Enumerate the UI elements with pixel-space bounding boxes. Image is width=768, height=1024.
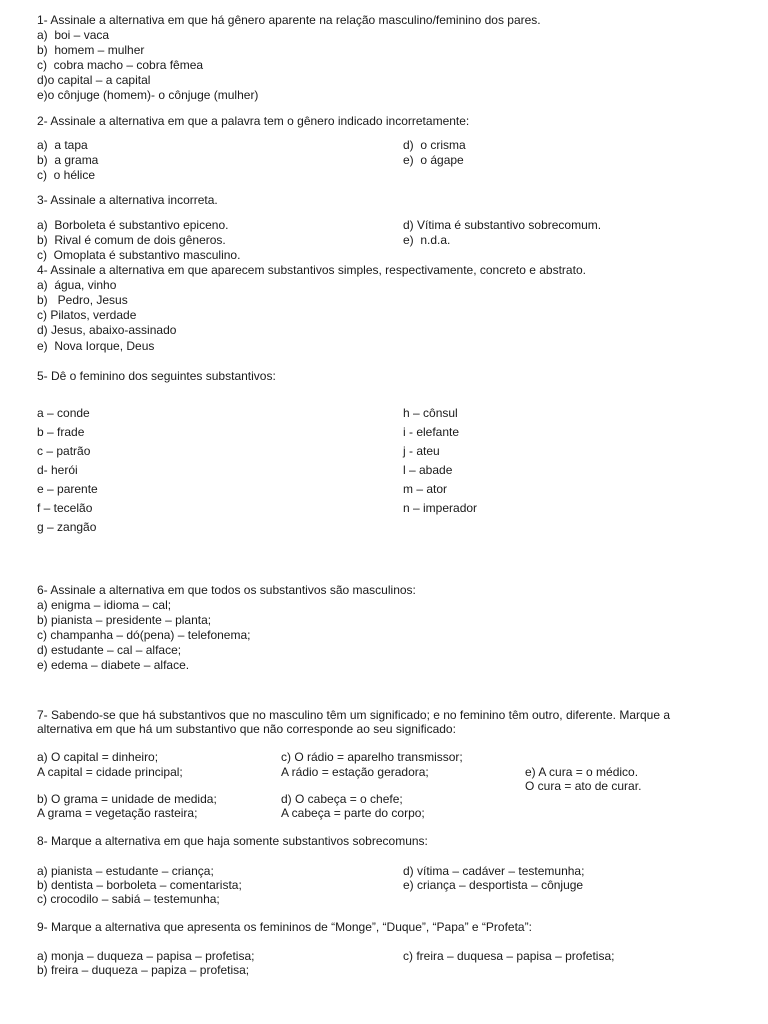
- q5-item-m: m – ator: [403, 482, 448, 496]
- q4-option-c: c) Pilatos, verdade: [37, 308, 137, 322]
- q4-title: 4- Assinale a alternativa em que aparecem substantivos simples, respectivamente, concreto e abstrato.: [37, 263, 586, 277]
- q5-item-c: c – patrão: [37, 444, 91, 458]
- q3-option-e: e) n.d.a.: [403, 233, 451, 247]
- q5-item-h: h – cônsul: [403, 406, 458, 420]
- q6-option-d: d) estudante – cal – alface;: [37, 643, 182, 657]
- q8-option-c: c) crocodilo – sabiá – testemunha;: [37, 892, 220, 906]
- q3-title: 3- Assinale a alternativa incorreta.: [37, 193, 218, 207]
- q5-item-a: a – conde: [37, 406, 90, 420]
- q7-title-line2: alternativa em que há um substantivo que não corresponde ao seu significado:: [37, 722, 456, 736]
- q7-option-d-fem: A cabeça = parte do corpo;: [281, 806, 425, 820]
- q4-option-b: b) Pedro, Jesus: [37, 293, 128, 307]
- q7-option-d-masc: d) O cabeça = o chefe;: [281, 792, 403, 806]
- q7-option-b-masc: b) O grama = unidade de medida;: [37, 792, 217, 806]
- q2-title: 2- Assinale a alternativa em que a palavra tem o gênero indicado incorretamente:: [37, 114, 470, 128]
- q2-option-d: d) o crisma: [403, 138, 466, 152]
- q8-title: 8- Marque a alternativa em que haja somente substantivos sobrecomuns:: [37, 834, 428, 848]
- q5-item-g: g – zangão: [37, 520, 97, 534]
- q5-item-f: f – tecelão: [37, 501, 93, 515]
- q5-item-j: j - ateu: [403, 444, 440, 458]
- q1-option-c: c) cobra macho – cobra fêmea: [37, 58, 204, 72]
- q9-title: 9- Marque a alternativa que apresenta os femininos de “Monge”, “Duque”, “Papa” e “Profeta”:: [37, 920, 532, 934]
- q5-item-l: l – abade: [403, 463, 453, 477]
- q1-option-b: b) homem – mulher: [37, 43, 145, 57]
- q1-option-a: a) boi – vaca: [37, 28, 110, 42]
- q8-option-d: d) vítima – cadáver – testemunha;: [403, 864, 585, 878]
- q7-option-c-fem: A rádio = estação geradora;: [281, 765, 429, 779]
- q7-option-a-fem: A capital = cidade principal;: [37, 765, 183, 779]
- q7-option-b-fem: A grama = vegetação rasteira;: [37, 806, 198, 820]
- q6-option-b: b) pianista – presidente – planta;: [37, 613, 212, 627]
- q3-option-a: a) Borboleta é substantivo epiceno.: [37, 218, 229, 232]
- q9-option-c: c) freira – duquesa – papisa – profetisa;: [403, 949, 615, 963]
- q3-option-b: b) Rival é comum de dois gêneros.: [37, 233, 226, 247]
- q3-option-c: c) Omoplata é substantivo masculino.: [37, 248, 241, 262]
- q5-item-d: d- herói: [37, 463, 78, 477]
- q6-option-e: e) edema – diabete – alface.: [37, 658, 190, 672]
- q1-option-e: e)o cônjuge (homem)- o cônjuge (mulher): [37, 88, 259, 102]
- q9-option-b: b) freira – duqueza – papiza – profetisa;: [37, 963, 250, 977]
- q4-option-a: a) água, vinho: [37, 278, 117, 292]
- q6-option-a: a) enigma – idioma – cal;: [37, 598, 172, 612]
- q6-title: 6- Assinale a alternativa em que todos os substantivos são masculinos:: [37, 583, 416, 597]
- q7-option-e-fem: e) A cura = o médico.: [525, 765, 639, 779]
- q8-option-e: e) criança – desportista – cônjuge: [403, 878, 584, 892]
- q5-item-b: b – frade: [37, 425, 85, 439]
- q5-item-e: e – parente: [37, 482, 98, 496]
- q8-option-a: a) pianista – estudante – criança;: [37, 864, 214, 878]
- q2-option-a: a) a tapa: [37, 138, 88, 152]
- q5-title: 5- Dê o feminino dos seguintes substantivos:: [37, 369, 276, 383]
- q7-option-e-masc: O cura = ato de curar.: [525, 779, 642, 793]
- q5-item-i: i - elefante: [403, 425, 460, 439]
- q1-option-d: d)o capital – a capital: [37, 73, 151, 87]
- q2-option-e: e) o ágape: [403, 153, 464, 167]
- q7-option-a-masc: a) O capital = dinheiro;: [37, 750, 159, 764]
- q7-option-c-masc: c) O rádio = aparelho transmissor;: [281, 750, 463, 764]
- q4-option-e: e) Nova Iorque, Deus: [37, 339, 155, 353]
- q3-option-d: d) Vítima é substantivo sobrecomum.: [403, 218, 602, 232]
- q6-option-c: c) champanha – dó(pena) – telefonema;: [37, 628, 251, 642]
- q7-title-line1: 7- Sabendo-se que há substantivos que no masculino têm um significado; e no feminino têm outro, diferente. Marque a: [37, 708, 671, 722]
- q5-item-n: n – imperador: [403, 501, 478, 515]
- q2-option-b: b) a grama: [37, 153, 99, 167]
- q1-title: 1- Assinale a alternativa em que há gênero aparente na relação masculino/feminino dos pares.: [37, 13, 541, 27]
- q4-option-d: d) Jesus, abaixo-assinado: [37, 323, 177, 337]
- q9-option-a: a) monja – duqueza – papisa – profetisa;: [37, 949, 255, 963]
- q2-option-c: c) o hélice: [37, 168, 96, 182]
- q8-option-b: b) dentista – borboleta – comentarista;: [37, 878, 242, 892]
